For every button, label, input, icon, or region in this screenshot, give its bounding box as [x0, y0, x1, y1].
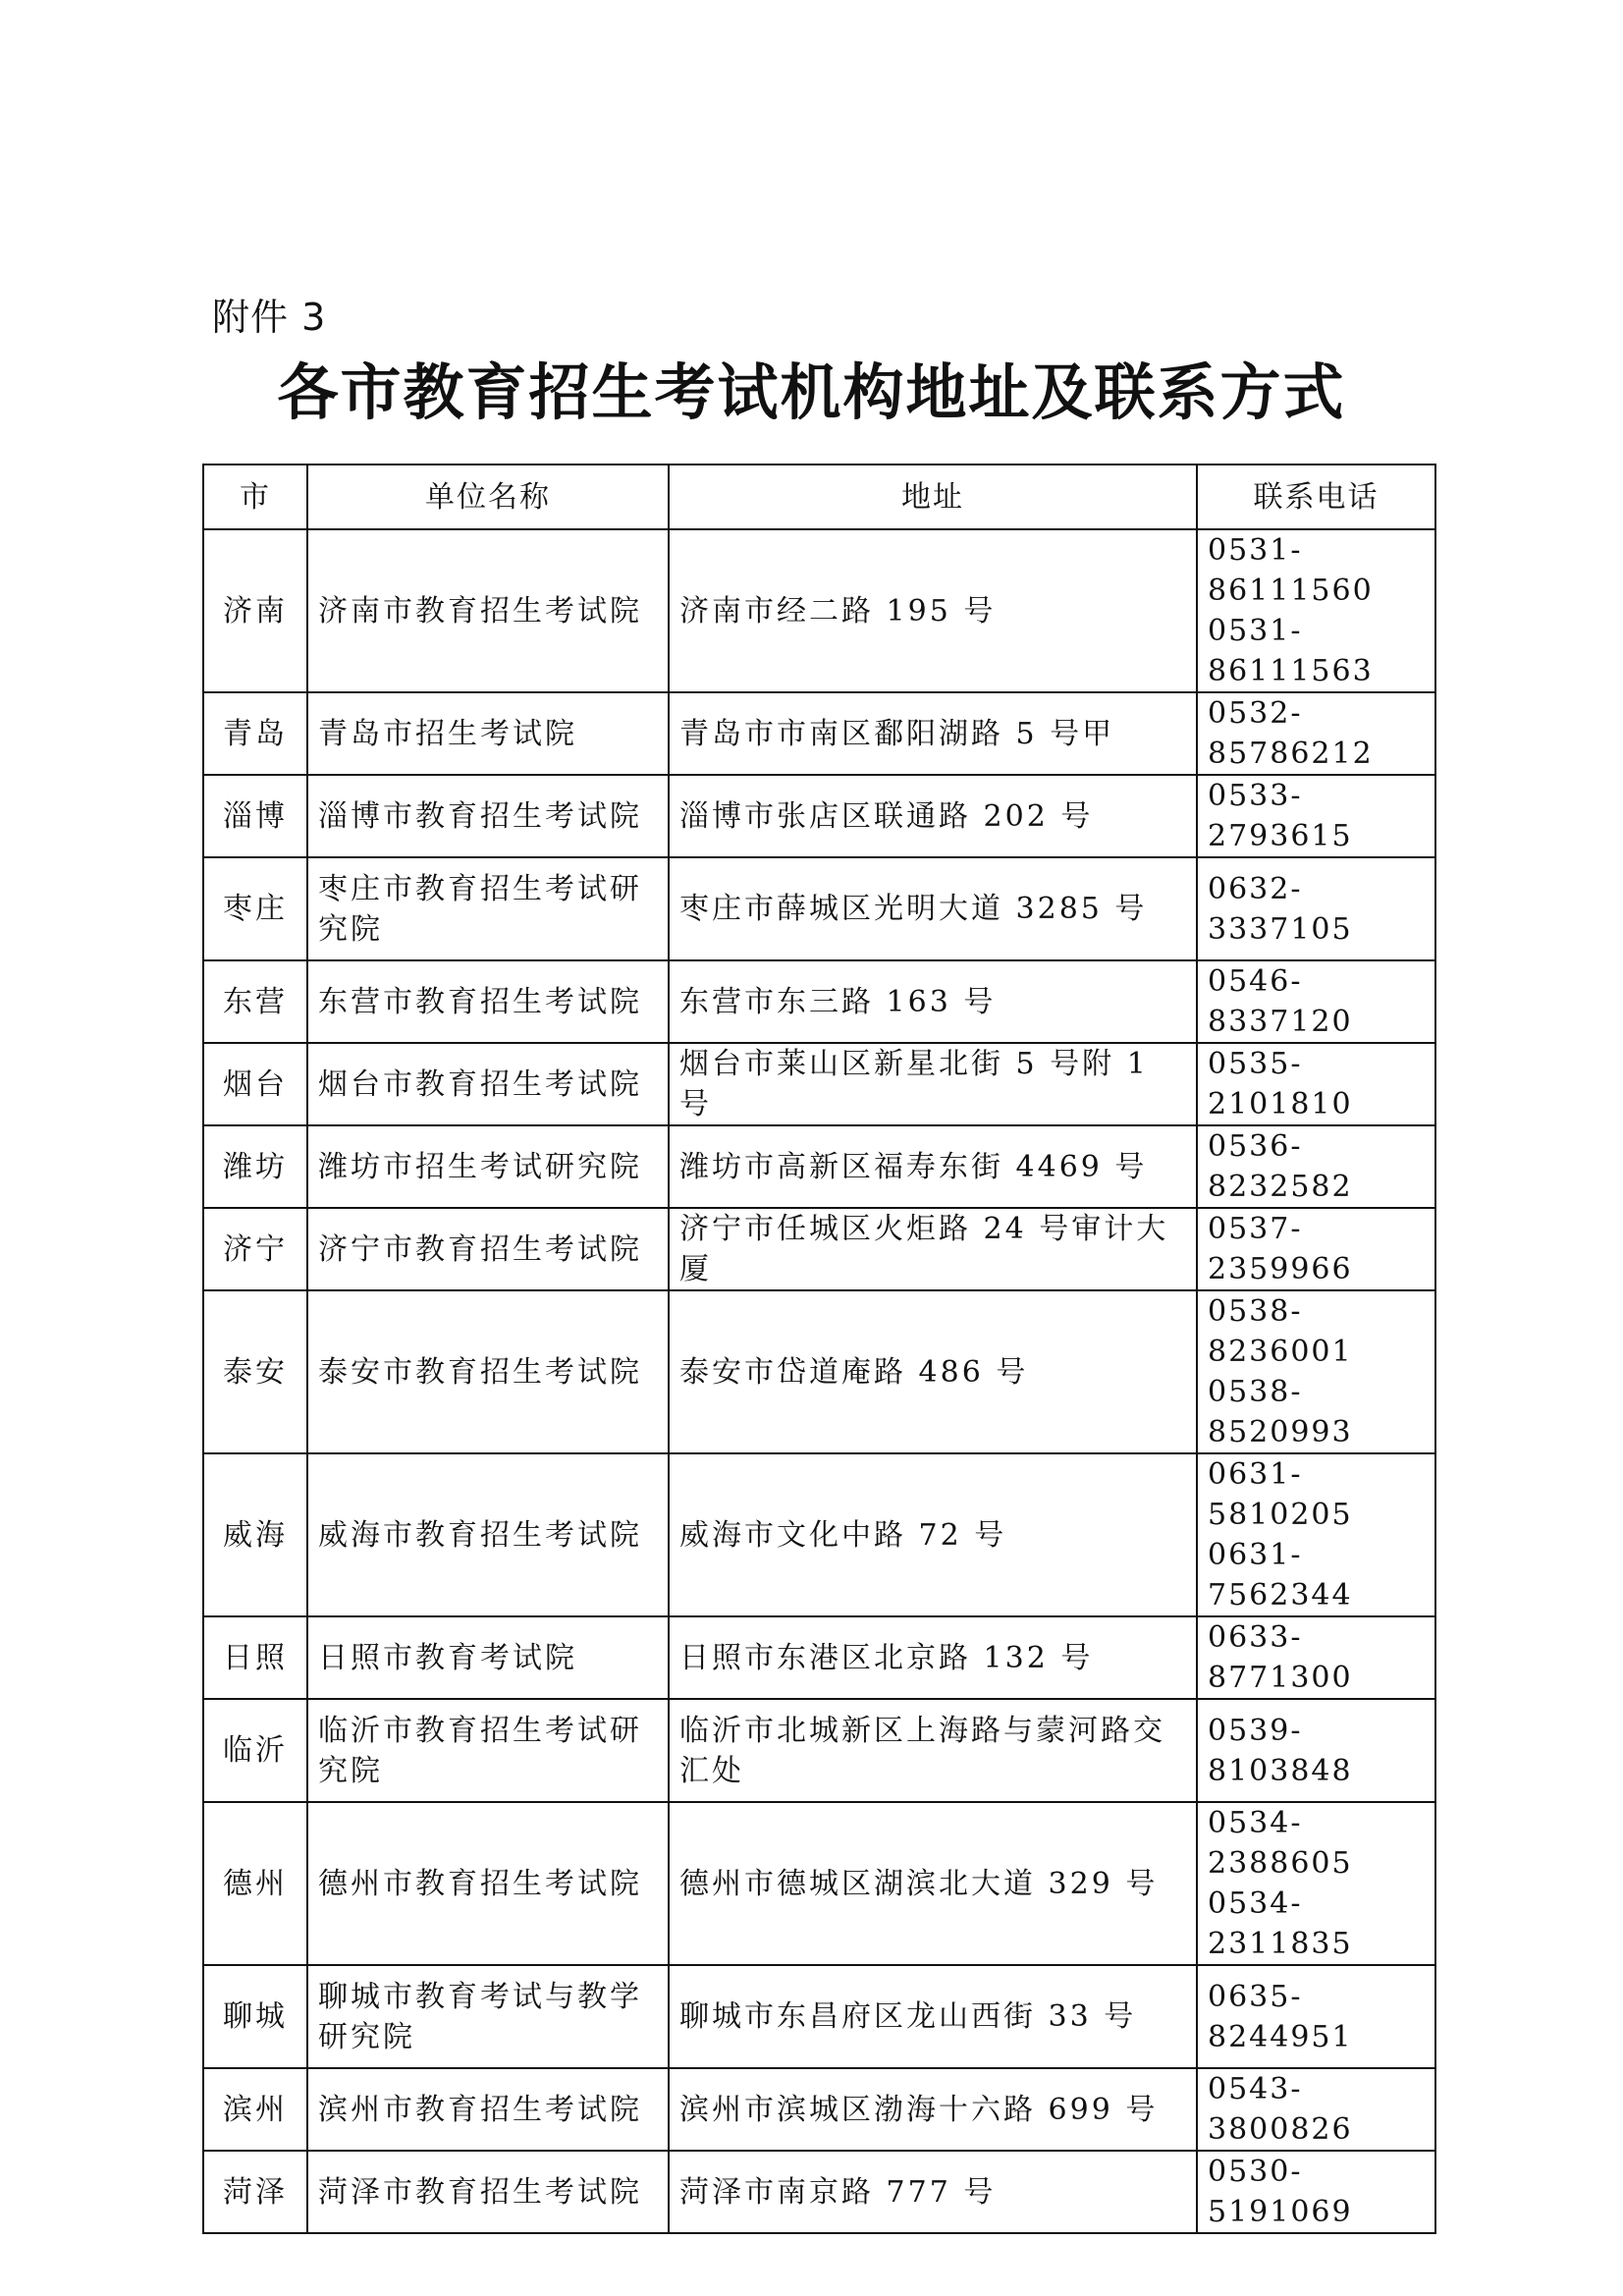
cell-phone [1197, 692, 1435, 775]
contacts-table [202, 464, 1436, 2234]
cell-phone [1197, 1043, 1435, 1125]
table-row [203, 2068, 1435, 2151]
phone-number: 0534-2388605 [1208, 1806, 1353, 1881]
cell-city: 济南 [203, 529, 307, 692]
table-body [203, 529, 1435, 2233]
cell-address: 潍坊市高新区福寿东街 4469 号 [669, 1125, 1197, 1208]
cell-phone [1197, 857, 1435, 960]
cell-phone [1197, 1290, 1435, 1453]
phone-number: 0632-3337105 [1208, 871, 1353, 947]
cell-unit: 德州市教育招生考试院 [307, 1802, 669, 1965]
phone-number: 0631-5810205 [1208, 1457, 1353, 1532]
cell-city: 济宁 [203, 1208, 307, 1290]
table-header-row [203, 465, 1435, 529]
phone-number: 0633-8771300 [1208, 1620, 1353, 1695]
table-row [203, 1043, 1435, 1125]
cell-unit: 临沂市教育招生考试研究院 [307, 1699, 669, 1802]
header-address: 地址 [669, 465, 1197, 529]
cell-address: 菏泽市南京路 777 号 [669, 2151, 1197, 2233]
cell-unit: 威海市教育招生考试院 [307, 1453, 669, 1616]
table-row [203, 1290, 1435, 1453]
phone-number: 0631-7562344 [1208, 1538, 1353, 1613]
cell-address: 济宁市任城区火炬路 24 号审计大厦 [669, 1208, 1197, 1290]
cell-unit: 淄博市教育招生考试院 [307, 775, 669, 857]
cell-phone [1197, 1453, 1435, 1616]
cell-address: 枣庄市薛城区光明大道 3285 号 [669, 857, 1197, 960]
attachment-label: 附件 3 [212, 296, 327, 339]
cell-address: 青岛市市南区鄱阳湖路 5 号甲 [669, 692, 1197, 775]
cell-unit: 菏泽市教育招生考试院 [307, 2151, 669, 2233]
cell-address: 济南市经二路 195 号 [669, 529, 1197, 692]
table-row [203, 857, 1435, 960]
table-row [203, 2151, 1435, 2233]
cell-phone [1197, 775, 1435, 857]
cell-address: 泰安市岱道庵路 486 号 [669, 1290, 1197, 1453]
phone-number: 0537-2359966 [1208, 1212, 1353, 1286]
phone-number: 0635-8244951 [1208, 1979, 1353, 2054]
cell-address: 烟台市莱山区新星北街 5 号附 1 号 [669, 1043, 1197, 1125]
cell-address: 淄博市张店区联通路 202 号 [669, 775, 1197, 857]
cell-address: 聊城市东昌府区龙山西街 33 号 [669, 1965, 1197, 2068]
cell-city: 德州 [203, 1802, 307, 1965]
phone-number: 0536-8232582 [1208, 1129, 1353, 1204]
cell-address: 滨州市滨城区渤海十六路 699 号 [669, 2068, 1197, 2151]
table-row [203, 1453, 1435, 1616]
document-title: 各市教育招生考试机构地址及联系方式 [277, 356, 1346, 428]
cell-unit: 日照市教育考试院 [307, 1616, 669, 1699]
cell-unit: 青岛市招生考试院 [307, 692, 669, 775]
phone-number: 0543-3800826 [1208, 2072, 1353, 2147]
cell-city: 滨州 [203, 2068, 307, 2151]
phone-number: 0531-86111563 [1208, 614, 1374, 688]
cell-city: 枣庄 [203, 857, 307, 960]
cell-address: 东营市东三路 163 号 [669, 960, 1197, 1043]
cell-address: 临沂市北城新区上海路与蒙河路交汇处 [669, 1699, 1197, 1802]
cell-address: 德州市德城区湖滨北大道 329 号 [669, 1802, 1197, 1965]
cell-city: 威海 [203, 1453, 307, 1616]
cell-address: 威海市文化中路 72 号 [669, 1453, 1197, 1616]
table-row [203, 1616, 1435, 1699]
cell-city: 临沂 [203, 1699, 307, 1802]
cell-unit: 东营市教育招生考试院 [307, 960, 669, 1043]
cell-phone [1197, 1208, 1435, 1290]
cell-city: 泰安 [203, 1290, 307, 1453]
cell-city: 青岛 [203, 692, 307, 775]
table-row [203, 1125, 1435, 1208]
phone-number: 0533-2793615 [1208, 779, 1353, 853]
table-row [203, 1699, 1435, 1802]
phone-number: 0538-8520993 [1208, 1375, 1353, 1449]
phone-number: 0530-5191069 [1208, 2155, 1353, 2229]
header-phone: 联系电话 [1197, 465, 1435, 529]
cell-city: 烟台 [203, 1043, 307, 1125]
cell-city: 东营 [203, 960, 307, 1043]
cell-unit: 济宁市教育招生考试院 [307, 1208, 669, 1290]
cell-phone [1197, 1965, 1435, 2068]
cell-unit: 枣庄市教育招生考试研究院 [307, 857, 669, 960]
cell-phone [1197, 2068, 1435, 2151]
cell-phone [1197, 1699, 1435, 1802]
phone-number: 0538-8236001 [1208, 1294, 1353, 1369]
cell-city: 日照 [203, 1616, 307, 1699]
table-row [203, 529, 1435, 692]
phone-number: 0535-2101810 [1208, 1047, 1353, 1121]
cell-phone [1197, 529, 1435, 692]
table-row [203, 692, 1435, 775]
phone-number: 0546-8337120 [1208, 964, 1353, 1039]
phone-number: 0539-8103848 [1208, 1713, 1353, 1788]
cell-unit: 济南市教育招生考试院 [307, 529, 669, 692]
cell-phone [1197, 1802, 1435, 1965]
header-unit: 单位名称 [307, 465, 669, 529]
header-city: 市 [203, 465, 307, 529]
table-row [203, 775, 1435, 857]
table-row [203, 960, 1435, 1043]
cell-unit: 聊城市教育考试与教学研究院 [307, 1965, 669, 2068]
phone-number: 0532-85786212 [1208, 696, 1374, 771]
cell-city: 潍坊 [203, 1125, 307, 1208]
cell-city: 聊城 [203, 1965, 307, 2068]
cell-phone [1197, 2151, 1435, 2233]
cell-unit: 烟台市教育招生考试院 [307, 1043, 669, 1125]
cell-address: 日照市东港区北京路 132 号 [669, 1616, 1197, 1699]
cell-phone [1197, 960, 1435, 1043]
cell-unit: 泰安市教育招生考试院 [307, 1290, 669, 1453]
phone-number: 0534-2311835 [1208, 1886, 1353, 1961]
cell-phone [1197, 1616, 1435, 1699]
cell-unit: 滨州市教育招生考试院 [307, 2068, 669, 2151]
table-row [203, 1965, 1435, 2068]
cell-unit: 潍坊市招生考试研究院 [307, 1125, 669, 1208]
phone-number: 0531-86111560 [1208, 533, 1374, 608]
cell-city: 淄博 [203, 775, 307, 857]
table-row [203, 1802, 1435, 1965]
table-row [203, 1208, 1435, 1290]
cell-phone [1197, 1125, 1435, 1208]
cell-city: 菏泽 [203, 2151, 307, 2233]
